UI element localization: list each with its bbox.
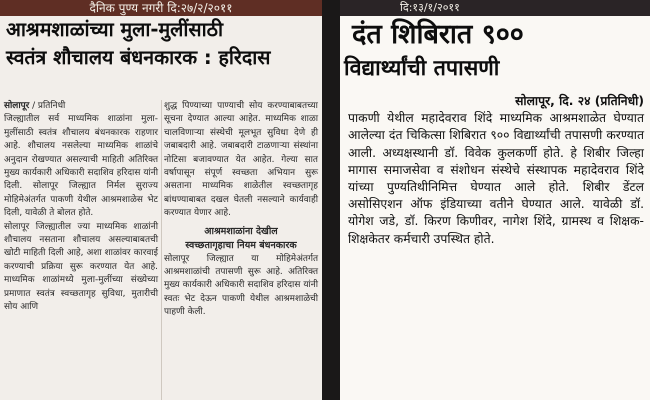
left-subheading-line2: स्वच्छतागृहाचा नियम बंधनकारक bbox=[185, 239, 297, 251]
left-article-column-1 bbox=[4, 100, 158, 315]
right-article-body bbox=[340, 93, 650, 248]
left-article-paragraph: सोलापूर जिल्ह्यातील ज्या माध्यमिक शाळांनी शौचालय नसताना शौचालय असल्याबाबतची खोटी माहिती दिली आहे, अशा शाळांवर कारवाई करण्याची प्रक्रिया सुरू करण्यात येत आहे. माध्यमिक शाळांमध्ये मुला-मुलींच्या संख्येच्या प्रमाणात स्वतंत्र स्वच्छतागृह सुविधा, मुतारीची सोय आणि bbox=[4, 221, 158, 313]
right-newspaper-clipping bbox=[338, 0, 650, 400]
left-dateline-city: सोलापूर bbox=[4, 101, 30, 111]
right-clipping-header: दि:१३/१/२०११ bbox=[340, 0, 650, 16]
left-headline-line2: स्वतंत्र शौचालय बंधनकारक : हरिदास bbox=[6, 46, 271, 69]
right-article-dateline: सोलापूर, दि. २४ (प्रतिनिधी) bbox=[515, 94, 644, 108]
right-headline-line2: विद्यार्थ्यांची तपासणी bbox=[344, 56, 500, 81]
left-byline: / प्रतिनिधी bbox=[32, 101, 66, 111]
left-article-dateline bbox=[4, 100, 158, 113]
right-article-paragraph: पाकणी येथील महादेवराव शिंदे माध्यमिक आश्रमशाळेत घेण्यात आलेल्या दंत चिकित्सा शिबिरात ९०० विद्यार्थ्यांची तपासणी करण्यात आली. अध्यक्षस्थानी डॉ. विवेक कुलकर्णी होते. हे शिबीर जिल्हा मागास समाजसेवा व संशोधन संस्थेचे संस्थापक महादेवराव शिंदे यांच्या पुण्यतिथीनिमित्त घेण्यात आले होते. शिबीर डेंटल असोसिएशन ऑफ इंडियाच्या वतीने घेण्यात आले. यावेळी डॉ. योगेश जडे, डॉ. किरण किणीवर, नागेश शिंदे, ग्रामस्थ व शिक्षक-शिक्षकेतर कर्मचारी उपस्थित होते. bbox=[348, 111, 644, 246]
left-article-paragraph: शुद्ध पिण्याच्या पाण्याची सोय करण्याबाबतच्या सूचना देण्यात आल्या आहेत. माध्यमिक शाळा चालविणाऱ्या संस्थेची मूलभूत सुविधा देणे ही जबाबदारी आहे. जबाबदारी टाळणाऱ्या संस्थांना नोटिसा बजावण्यात येत आहेत. गेल्या सात वर्षापासून संपूर्ण स्वच्छता अभियान सुरू असताना माध्यमिक शाळेतील स्वच्छतागृह बांधण्याबाबत दखल घेतली नसल्याने कार्यवाही करण्यात येणार आहे. bbox=[164, 101, 318, 219]
left-article-paragraph: सोलापूर जिल्ह्यात या मोहिमेअंतर्गत आश्रमशाळांची तपासणी सुरू आहे. अतिरिक्त मुख्य कार्यकारी अधिकारी सदाशिव हरिदास यांनी स्वतः भेट देऊन पाकणी येथील आश्रमशाळेची पाहणी केली. bbox=[164, 253, 318, 318]
right-headline-line1: दंत शिबिरात ९०० bbox=[352, 19, 524, 50]
left-subheading-line1: आश्रमशाळांना देखील bbox=[204, 225, 278, 237]
left-article-column-2 bbox=[164, 100, 318, 320]
left-article-subheading bbox=[164, 225, 318, 253]
left-article-paragraph: जिल्ह्यातील सर्व माध्यमिक शाळांना मुला-मुलींसाठी स्वतंत्र शौचालय बंधनकारक राहणार आहे. शौचालय नसलेल्या माध्यमिक शाळांचे अनुदान रोखण्यात असल्याची माहिती अतिरिक्त मुख्य कार्यकारी अधिकारी सदाशिव हरिदास यांनी दिली. सोलापूर जिल्ह्यात निर्मल सुराज्य मोहिमेअंतर्गत पाकणी येथील आश्रमशाळेस भेट दिली, यावेळी ते बोलत होते. bbox=[4, 114, 158, 219]
left-article-columns bbox=[4, 100, 320, 400]
left-clipping-header: दैनिक पुण्य नगरी दि:२७/२/२०११ bbox=[0, 0, 322, 16]
left-headline-line1: आश्रमशाळांच्या मुला-मुलींसाठी bbox=[6, 18, 224, 41]
left-newspaper-clipping bbox=[0, 0, 324, 400]
